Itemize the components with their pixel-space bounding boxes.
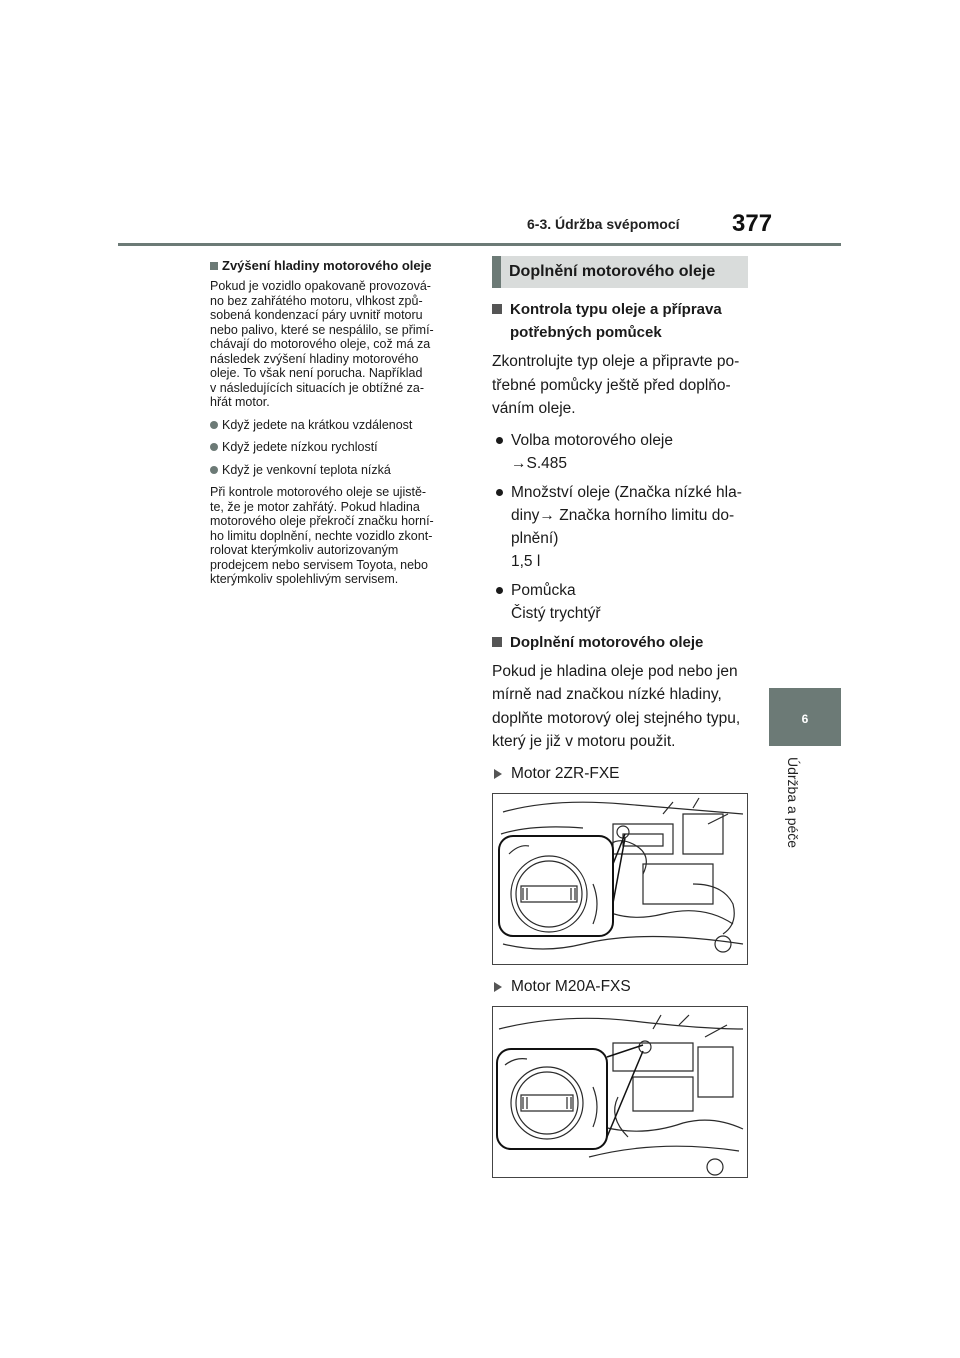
circle-bullet-icon: [496, 587, 503, 594]
text-line: Množství oleje (Značka nízké hla-: [511, 483, 742, 501]
list-item-text: Volba motorového oleje: [511, 431, 674, 449]
text-line: nebo palivo, které se nespálilo, se přimí-: [210, 322, 434, 337]
text-line: mírně nad značkou nízké hladiny,: [492, 686, 722, 703]
text-line: te, že je motor zahřátý. Pokud hladina: [210, 499, 420, 514]
text-line: Zkontrolujte typ oleje a připravte po-: [492, 353, 740, 370]
section-title: Doplnění motorového oleje: [509, 263, 716, 280]
list-item-text: Když jedete na krátkou vzdálenost: [222, 417, 413, 432]
square-bullet-icon: [492, 304, 502, 314]
text-line: Pokud je hladina oleje pod nebo jen: [492, 662, 738, 680]
text-line: v následujících situacích je obtížné za-: [210, 380, 425, 395]
engine-label-text: Motor M20A-FXS: [511, 977, 631, 995]
text-line: diny→ Značka horního limitu do-: [511, 506, 735, 524]
left-column: [210, 258, 468, 595]
text-line: prodejcem nebo servisem Toyota, nebo: [210, 557, 428, 572]
subheading-2-paragraph: [492, 660, 752, 754]
section-title-box: [492, 256, 748, 288]
left-paragraph-2: [210, 485, 468, 587]
subheading-1: [492, 298, 752, 344]
circle-bullet-icon: [210, 443, 218, 451]
text-line: motorového oleje překročí značku horní-: [210, 514, 434, 528]
square-bullet-icon: [210, 262, 218, 270]
list-item-oil-choice: [492, 429, 752, 475]
text-line: následek zvýšení hladiny motorového: [210, 351, 419, 366]
text-line: plnění): [511, 529, 559, 547]
running-header-section: 6-3. Údržba svépomocí: [527, 216, 680, 232]
chapter-tab-label: Údržba a péče: [785, 757, 801, 849]
list-item-text: Když jedete nízkou rychlostí: [222, 440, 378, 454]
page-number: 377: [732, 210, 773, 237]
list-item-tool: [492, 579, 752, 625]
triangle-bullet-icon: [494, 769, 502, 779]
left-heading: [210, 258, 468, 273]
header-rule: [118, 243, 841, 246]
engine-label-2: [492, 975, 752, 998]
triangle-bullet-icon: [494, 982, 502, 992]
text-line: chávají do motorového oleje, což má za: [210, 337, 431, 351]
engine-illustration-2zr: [492, 793, 748, 965]
list-item: [210, 418, 468, 433]
text-line: Pokud je vozidlo opakovaně provozová-: [210, 279, 431, 293]
engine-bay-illustration: [493, 794, 747, 964]
list-item: [210, 440, 468, 455]
text-line: který je již v motoru použit.: [492, 733, 676, 750]
text-line: potřebných pomůcek: [510, 324, 662, 341]
circle-bullet-icon: [496, 437, 503, 444]
text-line: Při kontrole motorového oleje se ujistě-: [210, 485, 427, 499]
text-line: třebné pomůcky ještě před doplňo-: [492, 376, 731, 394]
list-item-text: Pomůcka: [511, 581, 576, 599]
page-reference-link[interactable]: →S.485: [511, 454, 568, 472]
engine-illustration-m20a: [492, 1006, 748, 1178]
subheading-2-text: Doplnění motorového oleje: [510, 633, 704, 651]
subheading-2: [492, 631, 752, 654]
left-paragraph-1: [210, 279, 468, 410]
oil-amount-value: 1,5 l: [511, 552, 541, 570]
text-line: no bez zahřátého motoru, vlhkost způ-: [210, 293, 423, 308]
left-heading-text: Zvýšení hladiny motorového oleje: [222, 258, 432, 273]
list-item-oil-amount: [492, 481, 752, 573]
circle-bullet-icon: [496, 489, 503, 496]
text-line: oleje. To však není porucha. Například: [210, 366, 423, 380]
text-line: ho limitu doplnění, nechte vozidlo zkont-: [210, 528, 433, 543]
text-line: rolovat kterýmkoliv autorizovaným: [210, 543, 399, 557]
right-column: [492, 256, 752, 1188]
square-bullet-icon: [492, 637, 502, 647]
engine-label-1: [492, 762, 752, 785]
subheading-1-paragraph: [492, 350, 752, 421]
text-line: kterýmkoliv spolehlivým servisem.: [210, 572, 399, 586]
text-line: hřát motor.: [210, 395, 270, 409]
list-item-text: Když je venkovní teplota nízká: [222, 462, 391, 477]
engine-bay-illustration: [493, 1007, 747, 1177]
text-line: doplňte motorový olej stejného typu,: [492, 709, 741, 727]
text-line: váním oleje.: [492, 400, 576, 417]
chapter-tab-number: 6: [801, 712, 809, 726]
text-line: Kontrola typu oleje a příprava: [510, 301, 722, 318]
circle-bullet-icon: [210, 466, 218, 474]
tool-value: Čistý trychtýř: [511, 604, 601, 622]
circle-bullet-icon: [210, 421, 218, 429]
engine-label-text: Motor 2ZR-FXE: [511, 764, 620, 782]
list-item: [210, 463, 468, 478]
text-line: sobená kondenzací páry uvnitř motoru: [210, 308, 423, 322]
